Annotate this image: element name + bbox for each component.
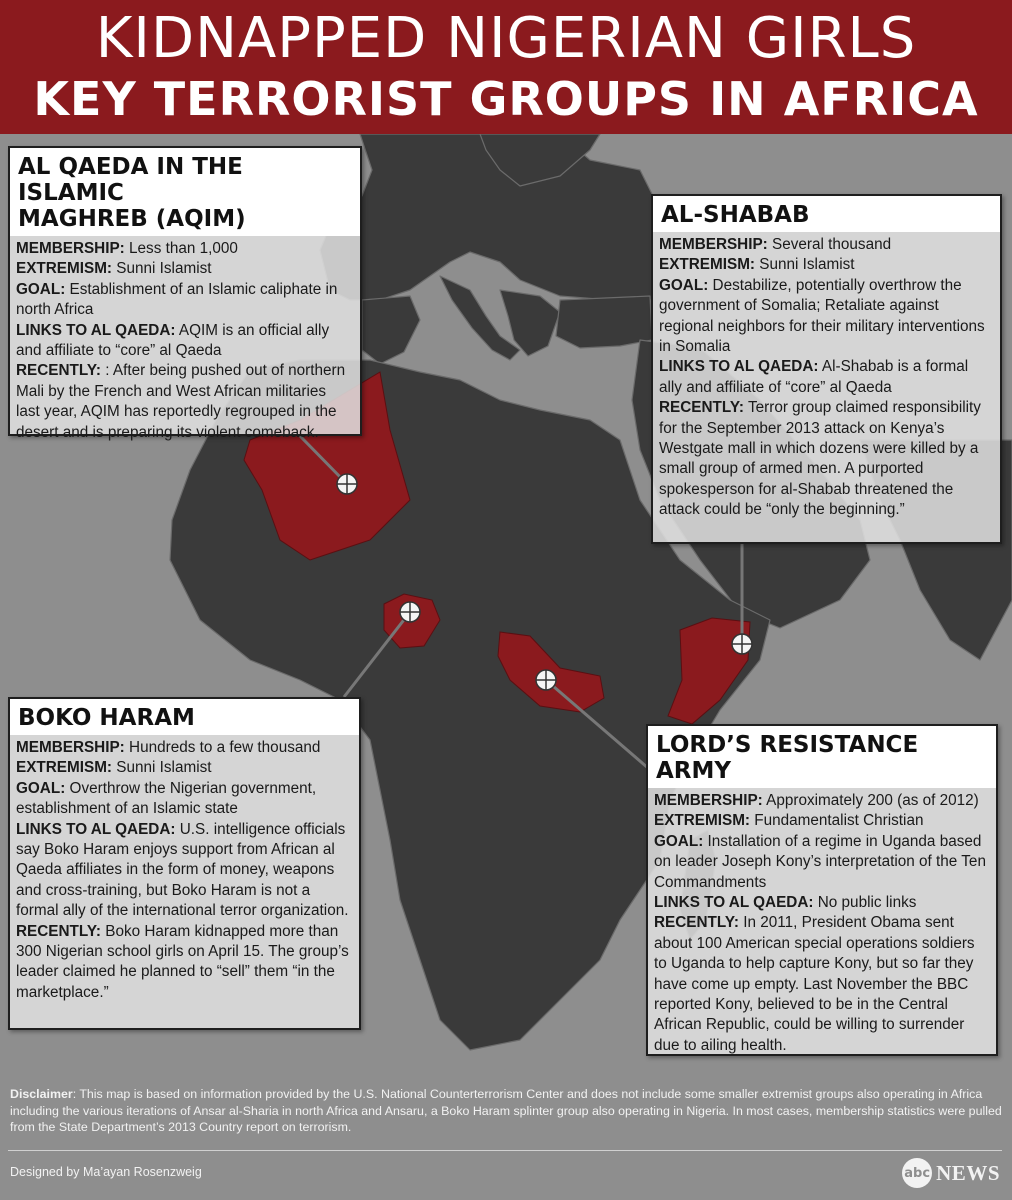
aqim-crosshair-icon bbox=[337, 474, 357, 494]
turkey-landmass bbox=[556, 296, 652, 348]
disclaimer-label: Disclaimer bbox=[10, 1087, 73, 1101]
aqim-row-goal: GOAL: Establishment of an Islamic caliphate in north Africa bbox=[16, 280, 338, 319]
lra-row-links: LINKS TO AL QAEDA: No public links bbox=[654, 894, 917, 912]
boko-crosshair-icon bbox=[400, 602, 420, 622]
boko-row-links: LINKS TO AL QAEDA: U.S. intelligence officials say Boko Haram enjoys support from African al Qaeda affiliates in the form of money, weapons and cross-training, but Boko Haram is not a formal ally of the international terror organization. bbox=[16, 820, 349, 920]
aqim-row-membership: MEMBERSHIP: Less than 1,000 bbox=[16, 240, 238, 257]
shabab-row-extremism: EXTREMISM: Sunni Islamist bbox=[659, 256, 855, 274]
aqim-row-links: LINKS TO AL QAEDA: AQIM is an official ally and affiliate to “core” al Qaeda bbox=[16, 321, 330, 360]
shabab-row-recently: RECENTLY: Terror group claimed responsibility for the September 2013 attack on Kenya’s Westgate mall in which dozens were killed by a small group of armed men. A purported spokesperson for al-Shabab threatened the attack could be “only the beginning.” bbox=[659, 399, 981, 519]
boko-title: BOKO HARAM bbox=[10, 699, 359, 735]
lra-row-recently: RECENTLY: In 2011, President Obama sent about 100 American special operations soldiers to Uganda to help capture Kony, but so far they have come up empty. Last November the BBC reported Kony, believed to be in the Central African Republic, could be willing to surrender due to ailing health. bbox=[654, 914, 975, 1054]
lra-row-goal: GOAL: Installation of a regime in Uganda based on leader Joseph Kony’s interpretation of the Ten Commandments bbox=[654, 832, 986, 891]
abc-logo-text: NEWS bbox=[936, 1160, 1000, 1185]
lra-title: LORD’S RESISTANCE ARMY bbox=[648, 726, 996, 788]
shabab-row-membership: MEMBERSHIP: Several thousand bbox=[659, 236, 892, 253]
boko-info-box bbox=[8, 697, 361, 1030]
iberia-landmass bbox=[362, 296, 420, 364]
europe-landmass bbox=[320, 134, 652, 300]
boko-row-recently: RECENTLY: Boko Haram kidnapped more than 300 Nigerian school girls on April 15. The group’s leader claimed he planned to “sell” them “in the marketplace.” bbox=[16, 922, 349, 1001]
lra-row-extremism: EXTREMISM: Fundamentalist Christian bbox=[654, 812, 924, 830]
shabab-info-box bbox=[651, 194, 1002, 544]
page-title: KIDNAPPED NIGERIAN GIRLS bbox=[95, 6, 917, 71]
lra-info-box bbox=[646, 724, 998, 1056]
aqim-title-line2: MAGHREB (AQIM) bbox=[18, 206, 246, 232]
shabab-title: AL-SHABAB bbox=[653, 196, 1000, 232]
aqim-row-recently: RECENTLY: : After being pushed out of northern Mali by the French and West African militaries last year, AQIM has reportedly regrouped in the desert and is preparing its violent comeback. bbox=[16, 362, 346, 441]
aqim-row-extremism: EXTREMISM: Sunni Islamist bbox=[16, 260, 212, 278]
footer-divider bbox=[8, 1150, 1002, 1151]
lra-crosshair-icon bbox=[536, 670, 556, 690]
shabab-crosshair-icon bbox=[732, 634, 752, 654]
disclaimer-text: : This map is based on information provided by the U.S. National Counterterrorism Center and does not include some smaller extremist groups also operating in Africa including the various iterations of Ansar al-Sharia in north Africa and Ansaru, a Boko Haram splinter group also operating in Nigeria. In most cases, membership statistics were pulled from the State Department’s 2013 Country report on terrorism. bbox=[10, 1087, 1002, 1134]
boko-row-membership: MEMBERSHIP: Hundreds to a few thousand bbox=[16, 739, 321, 756]
aqim-title bbox=[10, 148, 360, 236]
abc-logo-mark: abc bbox=[902, 1158, 932, 1188]
designer-credit: Designed by Ma’ayan Rosenzweig bbox=[10, 1165, 202, 1179]
header-banner bbox=[0, 0, 1012, 134]
aqim-title-line1: AL QAEDA IN THE ISLAMIC bbox=[18, 154, 243, 206]
aqim-info-box bbox=[8, 146, 362, 441]
boko-row-extremism: EXTREMISM: Sunni Islamist bbox=[16, 759, 212, 777]
abc-news-logo bbox=[902, 1158, 1000, 1188]
boko-row-goal: GOAL: Overthrow the Nigerian government, establishment of an Islamic state bbox=[16, 779, 317, 818]
lra-row-membership: MEMBERSHIP: Approximately 200 (as of 2012) bbox=[654, 792, 979, 809]
shabab-row-links: LINKS TO AL QAEDA: Al-Shabab is a formal ally and affiliate of “core” al Qaeda bbox=[659, 358, 969, 396]
shabab-row-goal: GOAL: Destabilize, potentially overthrow the government of Somalia; Retaliate against regional neighbors for their military interventions in Somalia bbox=[659, 276, 985, 356]
disclaimer bbox=[10, 1086, 1002, 1136]
page-subtitle: KEY TERRORIST GROUPS IN AFRICA bbox=[33, 72, 979, 126]
